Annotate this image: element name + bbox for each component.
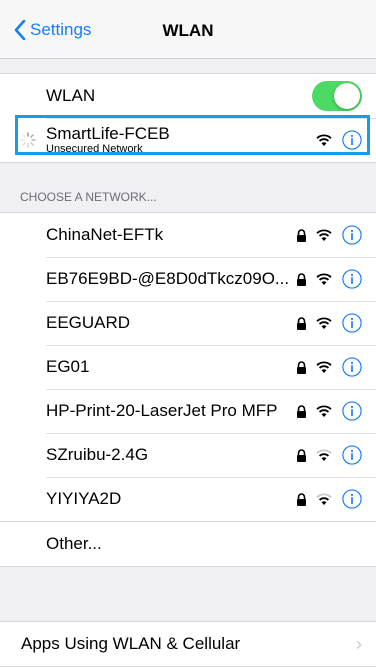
network-row[interactable] <box>0 213 376 257</box>
current-network-row[interactable] <box>0 118 376 162</box>
page-title: WLAN <box>162 21 214 40</box>
current-network-status: Unsecured Network <box>46 143 143 155</box>
apps-group <box>0 621 376 667</box>
info-icon[interactable] <box>342 357 362 377</box>
wifi-weak-icon <box>316 493 332 505</box>
network-name: EEGUARD <box>46 313 131 332</box>
info-icon[interactable] <box>342 269 362 289</box>
wlan-label: WLAN <box>46 86 96 105</box>
back-button-label: Settings <box>30 20 92 39</box>
network-name: EG01 <box>46 357 90 376</box>
wifi-full-icon <box>316 361 332 373</box>
loading-spinner-icon <box>20 132 36 148</box>
network-row[interactable] <box>0 477 376 521</box>
network-row[interactable] <box>0 389 376 433</box>
wlan-group <box>0 73 376 163</box>
apps-using-wlan-label: Apps Using WLAN & Cellular <box>21 634 241 653</box>
wifi-full-icon <box>316 134 332 146</box>
other-network-row[interactable] <box>0 522 376 566</box>
wifi-full-icon <box>316 405 332 417</box>
network-name: EB76E9BD-@E8D0dTkcz09O... <box>46 269 290 288</box>
chevron-right-icon: › <box>356 633 362 654</box>
apps-using-wlan-row[interactable] <box>0 622 376 666</box>
network-row[interactable] <box>0 257 376 301</box>
lock-icon <box>296 449 307 462</box>
section-header: CHOOSE A NETWORK... <box>20 190 157 204</box>
wifi-weak-icon <box>316 449 332 461</box>
lock-icon <box>296 361 307 374</box>
wifi-full-icon <box>316 273 332 285</box>
network-name: HP-Print-20-LaserJet Pro MFP <box>46 401 278 420</box>
network-row[interactable] <box>0 345 376 389</box>
wifi-full-icon <box>316 229 332 241</box>
lock-icon <box>296 493 307 506</box>
navigation-bar <box>0 0 376 59</box>
info-icon[interactable] <box>342 313 362 333</box>
wlan-toggle-row <box>0 74 376 118</box>
network-row[interactable] <box>0 301 376 345</box>
info-icon[interactable] <box>342 225 362 245</box>
info-icon[interactable] <box>342 130 362 150</box>
info-icon[interactable] <box>342 445 362 465</box>
network-row[interactable] <box>0 433 376 477</box>
lock-icon <box>296 229 307 242</box>
current-network-name: SmartLife-FCEB <box>46 124 170 143</box>
lock-icon <box>296 405 307 418</box>
network-name: SZruibu-2.4G <box>46 445 149 464</box>
network-list <box>0 212 376 522</box>
lock-icon <box>296 273 307 286</box>
wifi-full-icon <box>316 317 332 329</box>
network-name: ChinaNet-EFTk <box>46 225 164 244</box>
info-icon[interactable] <box>342 401 362 421</box>
info-icon[interactable] <box>342 489 362 509</box>
lock-icon <box>296 317 307 330</box>
other-group <box>0 522 376 567</box>
network-name: YIYIYA2D <box>46 489 122 508</box>
other-network-label: Other... <box>46 534 102 553</box>
wlan-toggle[interactable] <box>312 81 362 111</box>
